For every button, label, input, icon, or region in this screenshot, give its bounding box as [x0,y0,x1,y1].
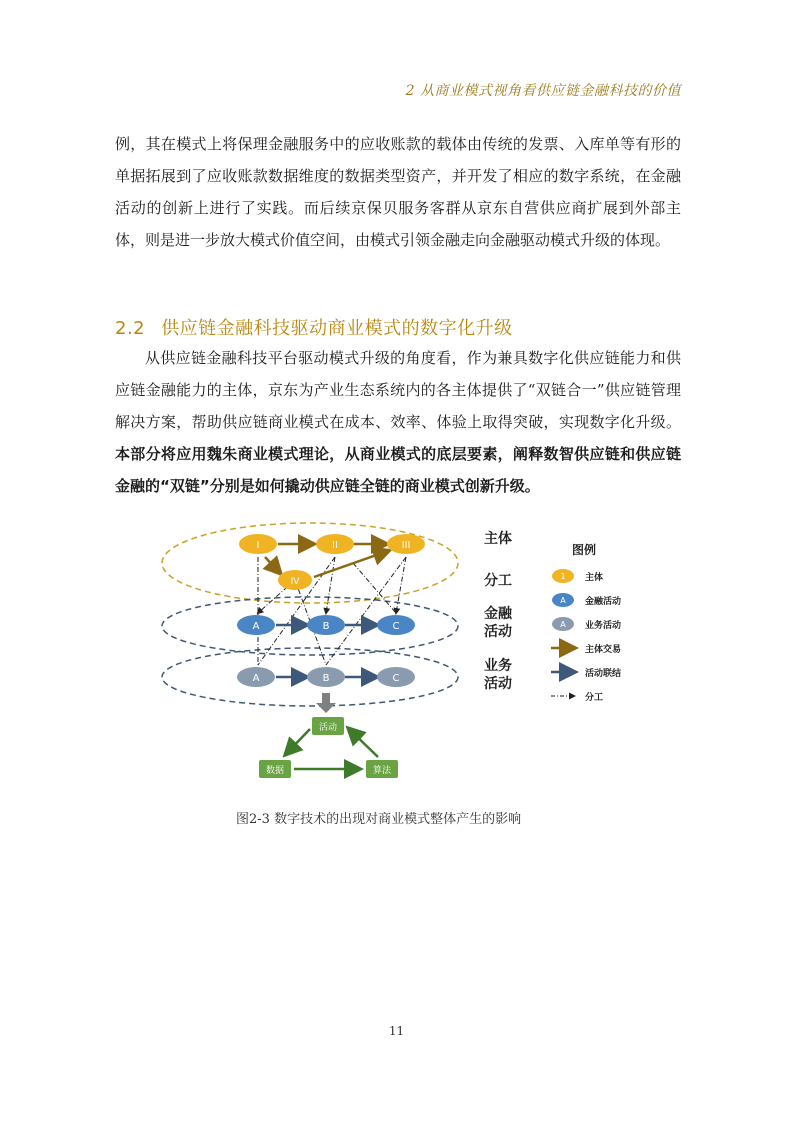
label-finance-2: 活动 [484,624,512,640]
legend-business-label: 业务活动 [585,621,622,631]
layer-labels [484,530,513,692]
label-business-2: 活动 [484,676,512,692]
finance-nodes [237,615,415,635]
entity-nodes [239,534,425,590]
paragraph-2-text [115,342,681,502]
paragraph-2-normal: 从供应链金融科技平台驱动模式升级的角度看，作为兼具数字化供应链能力和供应链金融能力的主体，京东为产业生态系统内的各主体提供了“双链合一”供应链管理解决方案，帮助供应链商业模式在成本、效率、体验上取得突破，实现数字化升级。 [115,349,681,431]
legend [551,542,621,703]
finance-node-a-label: A [252,621,260,632]
legend-business-symbol: A [560,620,566,629]
label-business-1: 业务 [484,658,512,674]
label-division: 分工 [484,573,512,589]
label-entity: 主体 [484,531,512,547]
activity-box-label: 活动 [318,723,338,733]
page-number: 11 [388,1024,405,1038]
entity-node-3-label: III [401,540,411,551]
legend-trade-label: 主体交易 [585,645,622,655]
figure-diagram [148,515,658,795]
legend-entity-label: 主体 [585,573,604,583]
legend-title: 图例 [572,543,597,557]
paragraph-1-text: 例，其在模式上将保理金融服务中的应收账款的载体由传统的发票、入库单等有形的单据拓展到了应收账款数据维度的数据类型资产，并开发了相应的数字系统，在金融活动的创新上进行了实践。而后续京保贝服务客群从京东自营供应商扩展到外部主体，则是进一步放大模式价值空间，由模式引领金融走向金融驱动模式升级的体现。 [115,135,681,249]
label-finance-1: 金融 [484,606,512,622]
paragraph-1 [115,128,681,256]
section-title: 供应链金融科技驱动商业模式的数字化升级 [161,318,513,339]
legend-entity-symbol: 1 [560,572,566,581]
finance-node-b-label: B [322,621,330,632]
business-node-b-label: B [322,673,330,684]
running-header: 2 从商业模式视角看供应链金融科技的价值 [405,83,681,99]
business-node-c-label: C [392,673,400,684]
legend-finance-symbol: A [560,596,566,605]
business-model-figure [148,515,658,795]
entity-node-1-label: I [256,540,260,551]
legend-link-label: 活动联结 [585,669,622,679]
legend-division-label: 分工 [585,693,604,703]
section-number: 2.2 [115,318,146,339]
figure-caption: 图2-3 数字技术的出现对商业模式整体产生的影响 [236,812,522,827]
entity-node-2-label: II [332,540,338,551]
business-node-a-label: A [252,673,260,684]
business-nodes [237,667,415,687]
section-heading [115,314,513,340]
data-box-label: 数据 [265,766,285,776]
entity-node-4-label: IV [290,577,300,587]
finance-node-c-label: C [392,621,400,632]
down-arrow-icon [316,693,336,713]
paragraph-2-bold: 本部分将应用魏朱商业模式理论，从商业模式的底层要素，阐释数智供应链和供应链金融的“双链”分别是如何撬动供应链全链的商业模式创新升级。 [115,445,681,495]
paragraph-2 [115,342,681,502]
legend-finance-label: 金融活动 [585,597,622,607]
algorithm-box-label: 算法 [372,766,392,776]
